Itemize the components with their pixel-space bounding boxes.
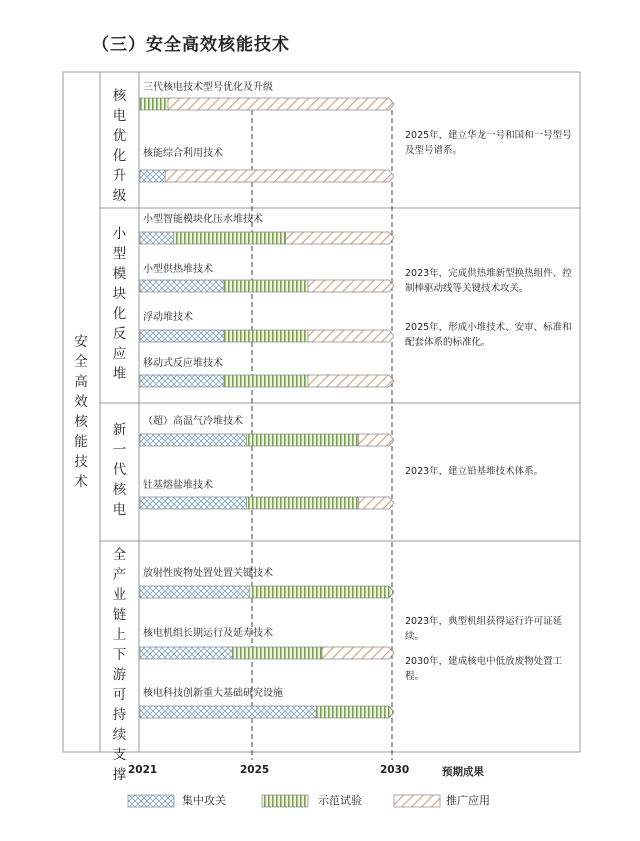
bar-attack (140, 497, 250, 509)
bar-demo (246, 434, 362, 446)
legend-label: 推广应用 (446, 794, 490, 807)
tech-label: 核电机组长期运行及延寿技术 (143, 628, 273, 639)
expected-outcome-note: 2023年，典型机组获得运行许可证延续。 (405, 616, 563, 642)
group-label: 全 产 业 链 上 下 游 可 持 续 支 撑 (112, 547, 127, 783)
bar-attack (140, 434, 250, 446)
legend-label: 示范试验 (318, 794, 362, 807)
axis-tick-label: 2030 (380, 764, 410, 776)
bar-promo (308, 330, 394, 342)
main-category-label: 安 全 高 效 核 能 技 术 (74, 334, 88, 490)
tech-label: 核能综合利用技术 (143, 148, 223, 159)
legend-label: 集中攻关 (182, 794, 226, 807)
bar-demo (249, 586, 394, 598)
expected-outcome-note: 2025年，形成小堆技术、安审、标准和配套体系的标准化。 (405, 322, 572, 348)
page-title: （三）安全高效核能技术 (92, 35, 290, 55)
axis-tick-label: 2025 (240, 764, 270, 776)
bar-attack (140, 647, 236, 659)
tech-label: 钍基熔盐堆技术 (143, 480, 213, 491)
legend-swatch-promo (394, 795, 440, 807)
expected-outcome-note: 2023年，建立铅基堆技术体系。 (405, 466, 544, 477)
axis-tick-label: 2021 (128, 764, 158, 776)
group-label: 新 一 代 核 电 (112, 422, 127, 518)
legend-swatch-attack (128, 795, 174, 807)
bar-attack (140, 706, 320, 718)
bar-demo (232, 647, 326, 659)
expected-outcome-note: 2030年，建成核电中低放废物处置工程。 (405, 656, 563, 682)
bar-demo (224, 280, 312, 292)
bar-attack (140, 586, 253, 598)
bar-demo (224, 330, 312, 342)
bar-attack (140, 330, 228, 342)
group-label: 小 型 模 块 化 反 应 堆 (112, 225, 127, 382)
bar-demo (224, 375, 312, 387)
group-label: 核 电 优 化 升 级 (112, 88, 127, 204)
tech-label: 核电科技创新重大基础研究设施 (143, 688, 283, 699)
bar-attack (140, 375, 228, 387)
expected-outcome-note: 2025年，建立华龙一号和国和一号型号及型号谱系。 (405, 130, 572, 156)
tech-label: 移动式反应堆技术 (143, 358, 223, 369)
bar-demo (174, 232, 290, 244)
bar-promo (308, 280, 394, 292)
tech-label: 放射性废物处置处置关键技术 (143, 568, 273, 579)
bar-promo (168, 98, 394, 110)
expected-outcome-note: 2023年，完成供热堆新型换热组件、控制棒驱动线等关键技术攻关。 (405, 268, 572, 294)
bar-promo (286, 232, 394, 244)
tech-label: （超）高温气冷堆技术 (143, 416, 243, 427)
tech-label: 小型智能模块化压水堆技术 (143, 214, 263, 225)
bar-promo (358, 497, 394, 509)
bar-demo (246, 497, 362, 509)
outcome-column-label: 预期成果 (442, 766, 484, 778)
bar-promo (358, 434, 394, 446)
bar-promo (165, 170, 394, 182)
bar-demo (316, 706, 394, 718)
bar-demo (140, 98, 172, 110)
tech-label: 三代核电技术型号优化及升级 (143, 82, 273, 93)
bar-attack (140, 170, 169, 182)
bar-promo (322, 647, 394, 659)
bar-attack (140, 280, 228, 292)
tech-label: 浮动堆技术 (143, 312, 193, 323)
bar-promo (308, 375, 394, 387)
bar-attack (140, 232, 178, 244)
legend-swatch-demo (262, 795, 308, 807)
tech-label: 小型供热堆技术 (143, 264, 213, 275)
